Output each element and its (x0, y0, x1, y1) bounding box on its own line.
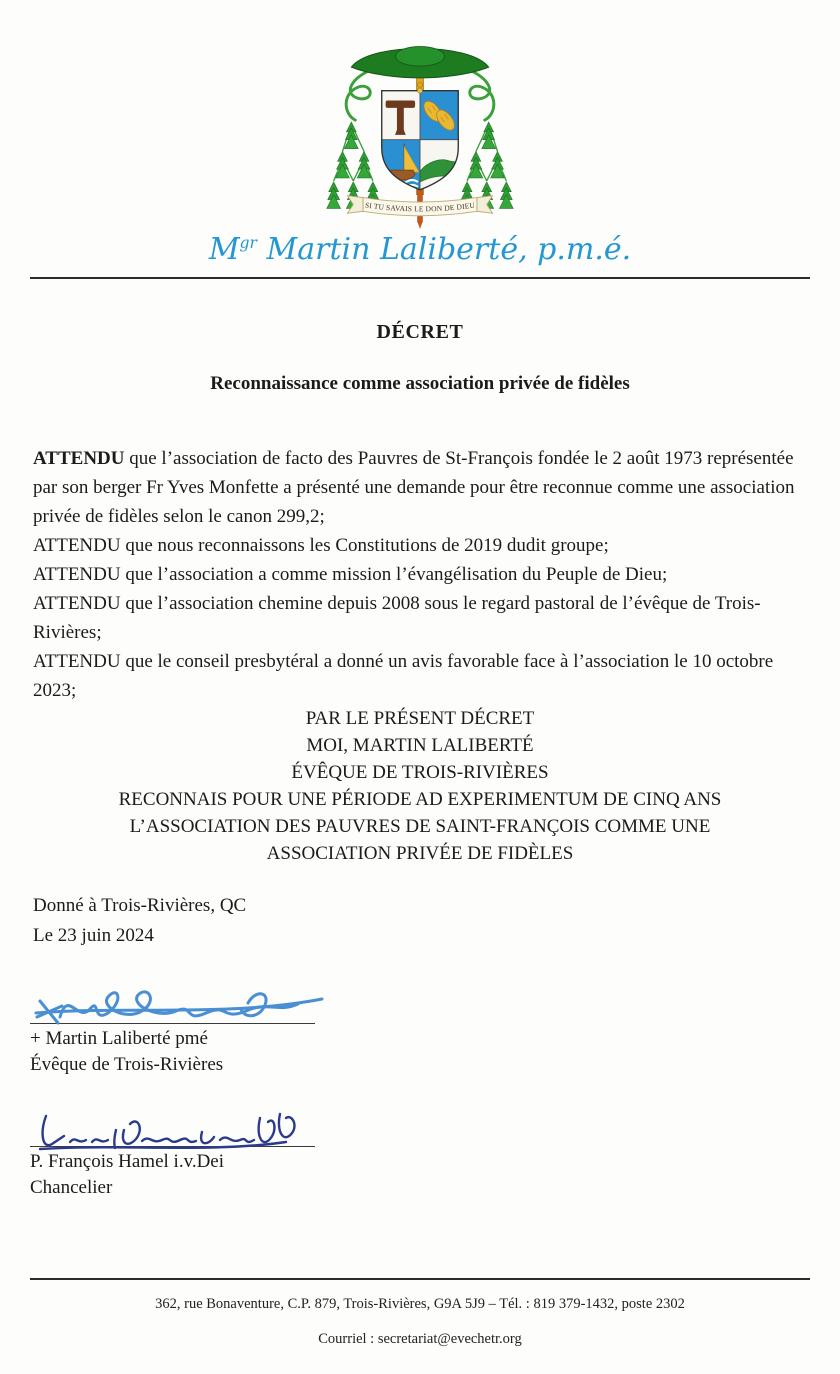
attendu-clause-2: ATTENDU que nous reconnaissons les Constitutions de 2019 dudit groupe; (33, 535, 609, 556)
decree-body (33, 444, 807, 867)
decree-line-2: MOI, MARTIN LALIBERTÉ (306, 735, 534, 756)
footer-divider-rule (30, 1278, 810, 1280)
chancellor-signature-icon (30, 1104, 330, 1162)
signatory-chancellor-name: P. François Hamel i.v.Dei (30, 1151, 225, 1172)
dateline-date: Le 23 juin 2024 (33, 925, 154, 946)
bishop-name-rest: Martin Laliberté, p.m.é. (256, 232, 632, 267)
signature-block-chancellor (30, 1104, 340, 1201)
coat-of-arms (321, 22, 519, 230)
decree-line-5: L’ASSOCIATION DES PAUVRES DE SAINT-FRANÇOIS COMME UNE (129, 816, 711, 837)
document-title: DÉCRET (376, 321, 464, 343)
decree-proclamation (33, 705, 807, 867)
bishop-name-superscript: gr (239, 234, 257, 252)
attendu-clause-4: ATTENDU que l’association chemine depuis 2008 sous le regard pastoral de l’évêque de Trois-Rivières; (33, 593, 761, 643)
attendu-clause-3: ATTENDU que l’association a comme mission l’évangélisation du Peuple de Dieu; (33, 564, 668, 585)
signatory-bishop-title: Évêque de Trois-Rivières (30, 1054, 224, 1075)
cord-tassels-right (460, 67, 513, 208)
signature-block-bishop (30, 973, 340, 1078)
bishop-name-header (0, 232, 840, 267)
dateline-place: Donné à Trois-Rivières, QC (33, 895, 247, 916)
signatory-bishop-name: + Martin Laliberté pmé (30, 1028, 208, 1049)
footer-address: 362, rue Bonaventure, C.P. 879, Trois-Rivières, G9A 5J9 – Tél. : 819 379-1432, poste 2302 (155, 1296, 685, 1312)
attendu-paragraph-1-text: que l’association de facto des Pauvres de St-François fondée le 2 août 1973 représentée par son berger Fr Yves Monfette a présenté une demande pour être reconnue comme une association privée de fidèles selon le canon 299,2; (33, 448, 795, 527)
attendu-bold-word: ATTENDU (33, 448, 125, 469)
decree-line-1: PAR LE PRÉSENT DÉCRET (305, 708, 535, 729)
decree-line-3: ÉVÊQUE DE TROIS-RIVIÈRES (291, 762, 549, 783)
decree-line-6: ASSOCIATION PRIVÉE DE FIDÈLES (266, 843, 574, 864)
decree-line-4: RECONNAIS POUR UNE PÉRIODE AD EXPERIMENTUM DE CINQ ANS (118, 789, 722, 810)
header-divider-rule (30, 277, 810, 279)
signatory-chancellor-title: Chancelier (30, 1177, 113, 1198)
letterhead-footer (30, 1278, 810, 1348)
document-subtitle: Reconnaissance comme association privée de fidèles (210, 373, 630, 394)
galero-hat-icon (351, 47, 488, 78)
footer-email: Courriel : secretariat@evechetr.org (318, 1331, 522, 1347)
attendu-clause-5: ATTENDU que le conseil presbytéral a donné un avis favorable face à l’association le 10 octobre 2023; (33, 651, 774, 701)
bishop-signature-icon (30, 973, 330, 1039)
crest-motto: SI TU SAVAIS LE DON DE DIEU (364, 200, 476, 214)
bishop-name-initial: M (208, 232, 240, 267)
attendu-paragraph-1 (33, 444, 807, 531)
dateline (33, 891, 807, 951)
cord-tassels-left (327, 67, 380, 208)
cross-shaft-tip (418, 222, 423, 229)
